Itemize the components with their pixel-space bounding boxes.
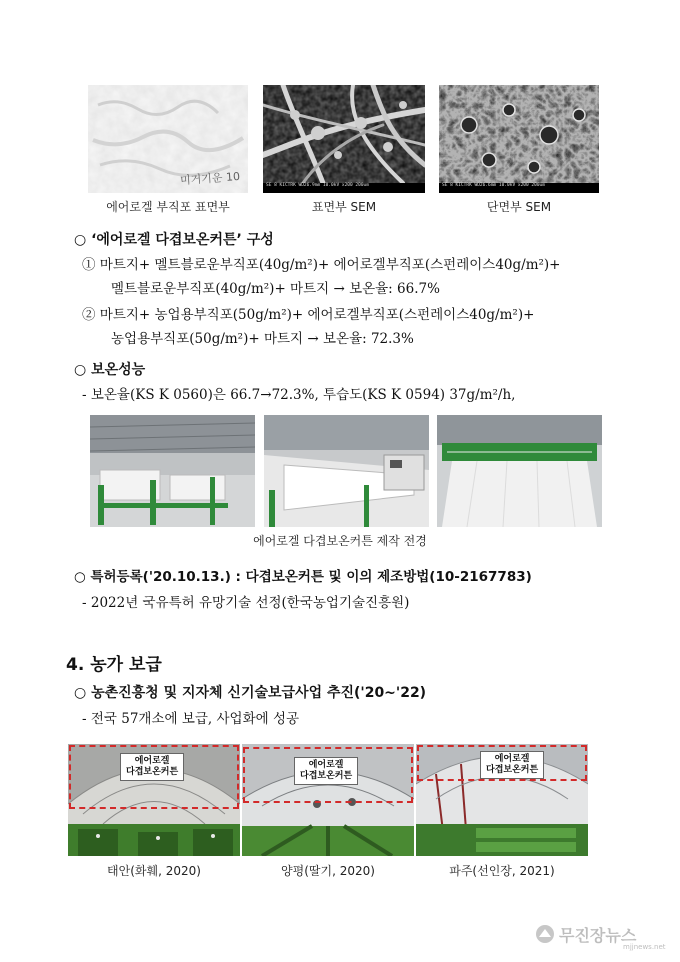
caption-cross-section-sem: 단면부 SEM — [486, 200, 552, 214]
curtain-tag-line-2: 다겹보온커튼 — [126, 767, 179, 777]
caption-yangpyeong: 양평(딸기, 2020) — [281, 864, 375, 878]
patent-detail: - 2022년 국유특허 유망기술 선정(한국농업기술진흥원) — [82, 595, 410, 611]
curtain-tag-line-1: 에어로겔 — [494, 754, 530, 764]
patent-heading: ○ 특허등록('20.10.13.) : 다겹보온커튼 및 이의 제조방법(10-2167783) — [74, 569, 532, 585]
curtain-tag-line-2: 다겹보온커튼 — [300, 771, 353, 781]
curtain-tag-2 — [294, 757, 358, 785]
production-photo-caption: 에어로겔 다겹보온커튼 제작 전경 — [253, 534, 427, 548]
sem-footer-text: SE 8 KICTRK WD26.6mm 10.0kV x200 200um — [442, 183, 545, 188]
watermark-logo-icon — [535, 924, 555, 944]
production-photo-3 — [437, 415, 602, 527]
cross-section-sem-image — [439, 85, 599, 193]
composition-item-2-line-2: 농업용부직포(50g/m²)+ 마트지 → 보온율: 72.3% — [111, 331, 414, 347]
curtain-tag-line-2: 다겹보온커튼 — [486, 765, 539, 775]
curtain-tag-3 — [480, 751, 544, 779]
watermark-url: mjjnews.net — [623, 943, 666, 951]
curtain-tag-1 — [120, 753, 184, 781]
curtain-tag-line-1: 에어로겔 — [134, 756, 170, 766]
composition-item-1-line-1: ① 마트지+ 멜트블로운부직포(40g/m²)+ 에어로겔부직포(스펀레이스40g/m²)+ — [82, 257, 561, 273]
composition-heading: ○ ‘에어로겔 다겹보온커튼’ 구성 — [74, 232, 274, 248]
production-photo-1 — [90, 415, 255, 527]
caption-surface-sem: 표면부 SEM — [311, 200, 377, 214]
caption-aerogel-fabric: 에어로겔 부직포 표면부 — [106, 200, 230, 214]
watermark-name: 무진장뉴스 — [559, 926, 637, 945]
caption-taean: 태안(화훼, 2020) — [107, 864, 201, 878]
performance-heading: ○ 보온성능 — [74, 362, 146, 378]
composition-item-1-line-2: 멜트블로운부직포(40g/m²)+ 마트지 → 보온율: 66.7% — [111, 281, 440, 297]
curtain-tag-line-1: 에어로겔 — [308, 760, 344, 770]
sample-handwriting: 미거기운 10 — [179, 169, 241, 188]
production-photo-2 — [264, 415, 429, 527]
watermark — [535, 920, 675, 954]
section-4-bullet: ○ 농촌진흥청 및 지자체 신기술보급사업 추진('20~'22) — [74, 685, 427, 701]
section-4-title: 4. 농가 보급 — [66, 655, 162, 675]
section-4-detail: - 전국 57개소에 보급, 사업화에 성공 — [82, 711, 300, 727]
caption-paju: 파주(선인장, 2021) — [449, 864, 555, 878]
aerogel-fabric-photo — [88, 85, 248, 193]
surface-sem-image — [263, 85, 425, 193]
performance-detail: - 보온율(KS K 0560)은 66.7→72.3%, 투습도(KS K 0594) 37g/m²/h, — [82, 387, 516, 403]
sem-footer-text: SE 8 KICTRK WD26.9mm 10.0kV x200 200um — [266, 183, 369, 188]
composition-item-2-line-1: ② 마트지+ 농업용부직포(50g/m²)+ 에어로겔부직포(스펀레이스40g/m²)+ — [82, 307, 535, 323]
